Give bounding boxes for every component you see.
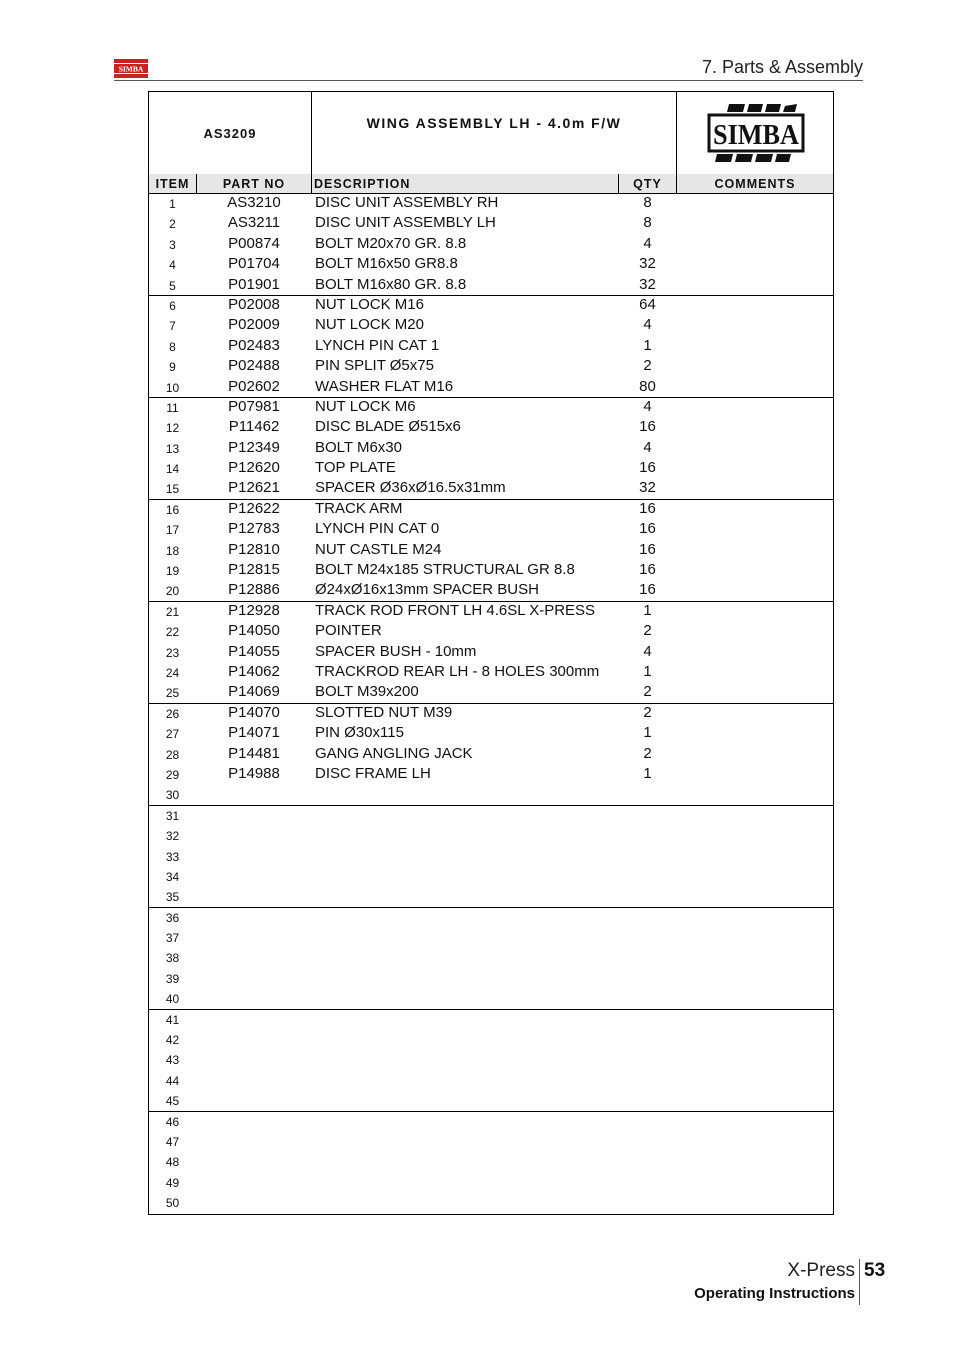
- part-number: P07981: [228, 397, 280, 415]
- table-row: [149, 765, 833, 785]
- table-row: [149, 1071, 833, 1091]
- item-number: 5: [169, 278, 176, 293]
- table-row: [149, 908, 833, 928]
- table-row: [149, 867, 833, 887]
- part-number: P12928: [228, 601, 280, 619]
- part-description: TOP PLATE: [315, 459, 396, 477]
- item-number: 8: [169, 339, 176, 354]
- table-row: [149, 806, 833, 826]
- item-number: 34: [165, 869, 180, 884]
- item-number: 39: [165, 971, 180, 986]
- table-row: [149, 785, 833, 805]
- item-number: 45: [165, 1094, 180, 1109]
- part-number: P14988: [228, 764, 280, 782]
- item-number: 41: [165, 1012, 180, 1027]
- table-row: [149, 1152, 833, 1172]
- part-number: P11462: [228, 418, 280, 436]
- part-number: P01704: [228, 255, 280, 273]
- assembly-title: WING ASSEMBLY LH - 4.0m F/W: [366, 115, 622, 131]
- part-description: DISC UNIT ASSEMBLY LH: [315, 214, 496, 232]
- table-row: [149, 643, 833, 663]
- item-number: 42: [165, 1033, 180, 1048]
- table-row: [149, 1050, 833, 1070]
- item-number: 35: [165, 890, 180, 905]
- part-quantity: 1: [643, 724, 652, 742]
- table-row: [149, 398, 833, 418]
- part-description: TRACK ROD FRONT LH 4.6SL X-PRESS: [315, 601, 596, 619]
- part-description: TRACKROD REAR LH - 8 HOLES 300mm: [315, 662, 600, 680]
- footer-model: X-Press: [787, 1260, 855, 1281]
- table-row: [149, 683, 833, 703]
- table-row: [149, 561, 833, 581]
- item-number: 17: [165, 523, 180, 538]
- part-quantity: 8: [643, 194, 652, 211]
- item-number: 21: [165, 604, 180, 619]
- part-number: P14481: [228, 744, 280, 762]
- part-quantity: 2: [643, 683, 652, 701]
- item-number: 11: [166, 400, 179, 415]
- table-row: [149, 276, 833, 296]
- table-row: [149, 459, 833, 479]
- part-number: P14050: [228, 622, 280, 640]
- footer-subtitle: Operating Instructions: [694, 1285, 855, 1302]
- part-quantity: 16: [639, 581, 656, 599]
- part-description: SPACER Ø36xØ16.5x31mm: [315, 479, 506, 497]
- part-number: P02483: [228, 336, 280, 354]
- table-row: [149, 602, 833, 622]
- table-row: [149, 439, 833, 459]
- part-quantity: 4: [643, 642, 652, 660]
- part-quantity: 1: [643, 764, 652, 782]
- column-headers: [149, 174, 833, 194]
- header-divider: [114, 80, 863, 81]
- part-description: NUT LOCK M6: [315, 397, 416, 415]
- part-quantity: 2: [643, 744, 652, 762]
- item-number: 30: [165, 788, 180, 803]
- item-number: 14: [165, 462, 180, 477]
- table-row: [149, 500, 833, 520]
- item-number: 27: [165, 727, 180, 742]
- simba-logo: [676, 92, 834, 174]
- table-row: [149, 724, 833, 744]
- part-description: DISC BLADE Ø515x6: [315, 418, 461, 436]
- part-number: P14071: [228, 724, 280, 742]
- table-row: [149, 581, 833, 601]
- part-description: SLOTTED NUT M39: [315, 703, 453, 721]
- part-number: P02009: [228, 316, 280, 334]
- part-quantity: 1: [643, 336, 652, 354]
- part-description: NUT LOCK M16: [315, 295, 424, 313]
- part-quantity: 16: [639, 540, 656, 558]
- logo-text: SIMBA: [712, 119, 799, 151]
- part-number: P12783: [228, 520, 280, 538]
- part-quantity: 16: [639, 499, 656, 517]
- item-number: 25: [165, 686, 180, 701]
- item-number: 3: [169, 237, 176, 252]
- table-row: [149, 418, 833, 438]
- item-number: 1: [169, 197, 176, 211]
- part-number: P02602: [228, 377, 280, 395]
- part-quantity: 16: [639, 459, 656, 477]
- part-number: P01901: [228, 275, 280, 293]
- item-number: 2: [169, 217, 176, 232]
- table-row: [149, 622, 833, 642]
- part-quantity: 32: [639, 255, 656, 273]
- part-description: SPACER BUSH - 10mm: [315, 642, 477, 660]
- part-description: DISC UNIT ASSEMBLY RH: [315, 194, 499, 211]
- table-row: [149, 1112, 833, 1132]
- part-number: P02008: [228, 295, 280, 313]
- part-number: P02488: [228, 357, 280, 375]
- part-description: BOLT M39x200: [315, 683, 419, 701]
- table-row: [149, 704, 833, 724]
- table-row: [149, 989, 833, 1009]
- part-description: Ø24xØ16x13mm SPACER BUSH: [315, 581, 539, 599]
- table-row: [149, 357, 833, 377]
- part-number: P12620: [228, 459, 280, 477]
- table-row: [149, 194, 833, 214]
- table-row: [149, 826, 833, 846]
- item-number: 31: [165, 808, 180, 823]
- table-row: [149, 663, 833, 683]
- item-number: 12: [165, 421, 180, 436]
- part-description: POINTER: [315, 622, 382, 640]
- part-number: P14069: [228, 683, 280, 701]
- part-number: P12349: [228, 438, 280, 456]
- part-quantity: 1: [643, 662, 652, 680]
- item-number: 36: [165, 910, 180, 925]
- part-quantity: 4: [643, 397, 652, 415]
- part-quantity: 16: [639, 520, 656, 538]
- section-title: 7. Parts & Assembly: [701, 57, 863, 77]
- table-row: [149, 1132, 833, 1152]
- table-row: [149, 479, 833, 499]
- item-number: 24: [165, 665, 180, 680]
- item-number: 37: [165, 931, 180, 946]
- item-number: 15: [165, 482, 180, 497]
- part-description: LYNCH PIN CAT 0: [315, 520, 440, 538]
- item-number: 48: [165, 1155, 180, 1170]
- part-quantity: 64: [639, 295, 656, 313]
- item-number: 7: [169, 319, 176, 334]
- part-number: P14062: [228, 662, 280, 680]
- part-number: P12886: [228, 581, 280, 599]
- part-description: TRACK ARM: [315, 499, 403, 517]
- item-number: 44: [165, 1073, 180, 1088]
- part-description: PIN Ø30x115: [315, 724, 404, 742]
- col-comments-header: COMMENTS: [714, 177, 796, 191]
- table-row: [149, 887, 833, 907]
- col-part-header: PART NO: [197, 174, 312, 193]
- part-number: AS3210: [227, 194, 281, 211]
- page-number: 53: [864, 1260, 886, 1281]
- item-number: 29: [165, 767, 180, 782]
- table-row: [149, 969, 833, 989]
- table-row: [149, 255, 833, 275]
- item-number: 4: [169, 258, 176, 273]
- table-row: [149, 316, 833, 336]
- part-number: P12622: [228, 499, 280, 517]
- item-number: 50: [165, 1196, 180, 1211]
- part-quantity: 8: [643, 214, 652, 232]
- col-desc-header: DESCRIPTION: [314, 174, 619, 193]
- table-row: [149, 948, 833, 968]
- part-quantity: 4: [643, 438, 652, 456]
- table-row: [149, 541, 833, 561]
- item-number: 28: [165, 747, 180, 762]
- part-number: P12815: [228, 561, 280, 579]
- item-number: 33: [165, 849, 180, 864]
- table-title-block: [149, 92, 833, 175]
- part-quantity: 80: [639, 377, 656, 395]
- table-row: [149, 378, 833, 398]
- part-quantity: 1: [643, 601, 652, 619]
- table-row: [149, 745, 833, 765]
- part-description: NUT CASTLE M24: [315, 540, 442, 558]
- table-row: [149, 928, 833, 948]
- table-row: [149, 1193, 833, 1213]
- item-number: 18: [165, 543, 180, 558]
- col-item-header: ITEM: [149, 174, 197, 193]
- item-number: 46: [165, 1114, 180, 1129]
- table-row: [149, 520, 833, 540]
- table-row: [149, 296, 833, 316]
- assembly-code: AS3209: [149, 92, 312, 174]
- part-description: GANG ANGLING JACK: [315, 744, 473, 762]
- part-quantity: 2: [643, 703, 652, 721]
- part-quantity: 32: [639, 275, 656, 293]
- part-description: WASHER FLAT M16: [315, 377, 454, 395]
- table-row: [149, 1091, 833, 1111]
- item-number: 40: [165, 992, 180, 1007]
- part-description: BOLT M16x50 GR8.8: [315, 255, 458, 273]
- parts-table: [148, 91, 834, 1215]
- item-number: 23: [165, 645, 180, 660]
- part-number: P12621: [228, 479, 280, 497]
- item-number: 16: [165, 502, 180, 517]
- part-description: PIN SPLIT Ø5x75: [315, 357, 434, 375]
- item-number: 10: [165, 380, 180, 395]
- table-body: [149, 194, 833, 1214]
- item-number: 20: [165, 584, 180, 599]
- item-number: 38: [165, 951, 180, 966]
- part-number: P14055: [228, 642, 280, 660]
- item-number: 49: [165, 1175, 180, 1190]
- part-quantity: 16: [639, 418, 656, 436]
- table-row: [149, 1173, 833, 1193]
- item-number: 13: [165, 441, 180, 456]
- part-description: LYNCH PIN CAT 1: [315, 336, 440, 354]
- item-number: 43: [165, 1053, 180, 1068]
- part-description: NUT LOCK M20: [315, 316, 424, 334]
- part-description: DISC FRAME LH: [315, 764, 431, 782]
- part-quantity: 16: [639, 561, 656, 579]
- item-number: 6: [169, 298, 176, 313]
- item-number: 9: [169, 360, 176, 375]
- part-quantity: 32: [639, 479, 656, 497]
- part-description: BOLT M6x30: [315, 438, 402, 456]
- part-quantity: 2: [643, 622, 652, 640]
- part-quantity: 2: [643, 357, 652, 375]
- table-row: [149, 214, 833, 234]
- table-row: [149, 847, 833, 867]
- table-row: [149, 337, 833, 357]
- part-quantity: 4: [643, 316, 652, 334]
- part-description: BOLT M24x185 STRUCTURAL GR 8.8: [315, 561, 575, 579]
- item-number: 22: [165, 625, 180, 640]
- col-qty-header: QTY: [619, 174, 677, 193]
- table-row: [149, 235, 833, 255]
- part-number: P14070: [228, 703, 280, 721]
- part-description: BOLT M20x70 GR. 8.8: [315, 234, 467, 252]
- item-number: 32: [165, 829, 180, 844]
- header-simba-logo: [114, 59, 148, 78]
- part-number: P12810: [228, 540, 280, 558]
- part-quantity: 4: [643, 234, 652, 252]
- item-number: 19: [165, 564, 180, 579]
- footer-divider: [859, 1259, 860, 1305]
- part-number: P00874: [228, 234, 280, 252]
- header-logo-text: SIMBA: [118, 64, 144, 74]
- part-number: AS3211: [227, 214, 281, 232]
- table-row: [149, 1010, 833, 1030]
- item-number: 26: [165, 706, 180, 721]
- table-row: [149, 1030, 833, 1050]
- part-description: BOLT M16x80 GR. 8.8: [315, 275, 467, 293]
- item-number: 47: [165, 1134, 180, 1149]
